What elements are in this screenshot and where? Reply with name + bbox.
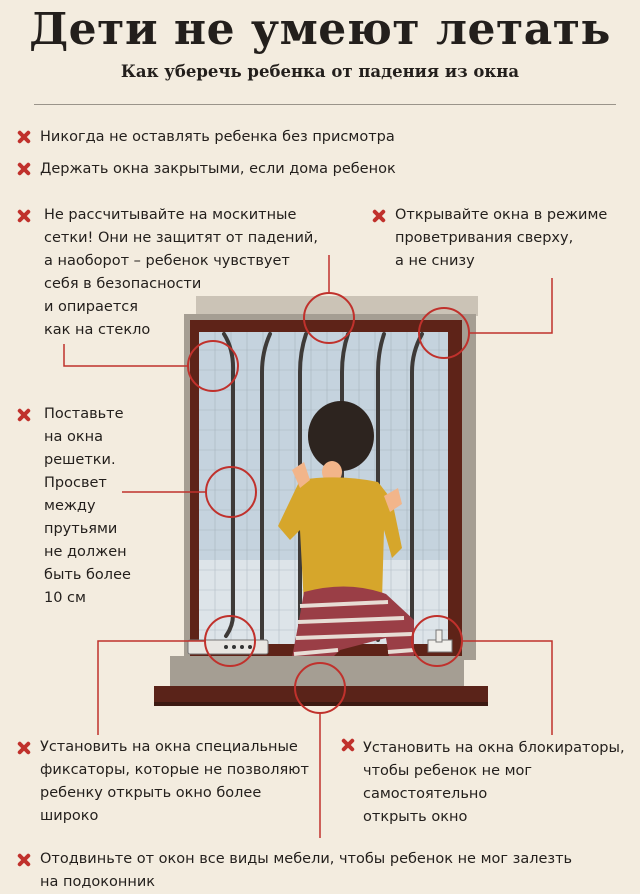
red-x-icon [17, 853, 31, 867]
tip-furniture: Отодвиньте от окон все виды мебели, чтобы ребенок не мог залезть на подоконник [40, 851, 573, 890]
window-sill [154, 686, 488, 702]
tip-keep-closed: Держать окна закрытыми, если дома ребенок [40, 161, 396, 177]
page-subtitle: Как уберечь ребенка от падения из окна [120, 62, 520, 81]
tip-ventilation: Открывайте окна в режиме проветривания сверху, а не снизу [395, 207, 608, 269]
red-x-icon [17, 408, 31, 422]
red-x-icon [17, 741, 31, 755]
child-head [308, 401, 374, 471]
tip-mosquito-nets: Не рассчитывайте на москитные сетки! Они не защитят от падений, а наоборот – ребенок чувствует себя в безопасности и опирается как на стекло [44, 207, 318, 338]
red-x-icon [17, 209, 31, 223]
callout-line-mosquito [64, 344, 188, 366]
callout-line-right [469, 278, 552, 333]
tip-window-bars: Поставьте на окна решетки. Просвет между прутьями не должен быть более 10 см [44, 406, 131, 606]
tip-fixators: Установить на окна специальные фиксаторы, которые не позволяют ребенку открыть окно более широко [40, 739, 309, 824]
page-title: Дети не умеют летать [29, 4, 611, 55]
red-x-icon [17, 130, 31, 144]
red-x-icon [372, 209, 386, 223]
red-x-icon [341, 738, 355, 752]
tip-blockers: Установить на окна блокираторы, чтобы ребенок не мог самостоятельно открыть окно [363, 740, 625, 825]
tip-supervision: Никогда не оставлять ребенка без присмотра [40, 129, 395, 145]
red-x-icon [17, 162, 31, 176]
